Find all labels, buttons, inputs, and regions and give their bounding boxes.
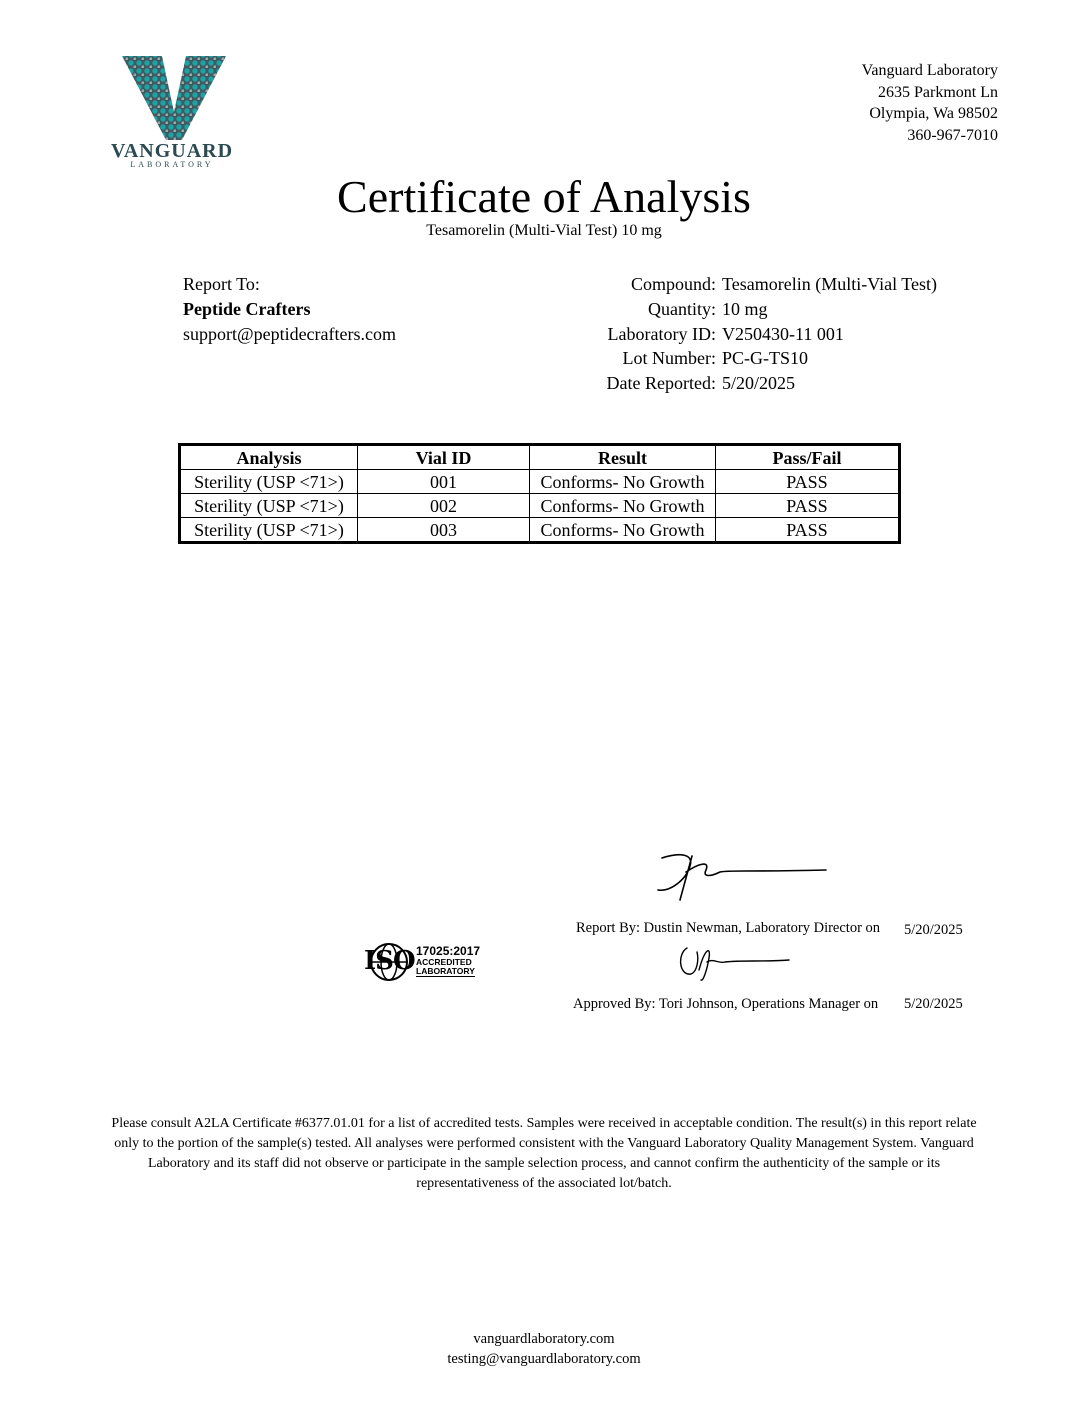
v-mark-icon (104, 52, 244, 142)
report-to-label: Report To: (183, 274, 260, 294)
info-label: Compound: (630, 274, 716, 294)
table-row (180, 470, 900, 494)
approved-by-date: 5/20/2025 (904, 996, 963, 1012)
analysis-cell: Sterility (USP <71>) (180, 470, 358, 494)
info-value: 10 mg (722, 298, 768, 319)
info-row-date-reported (540, 371, 937, 396)
iso-accreditation-badge (364, 940, 492, 984)
result-cell: Conforms- No Growth (530, 494, 716, 518)
info-label: Date Reported: (606, 373, 716, 394)
footer (0, 1330, 1088, 1369)
iso-accredited: ACCREDITED (416, 957, 472, 967)
iso-standard: 17025:2017 (416, 944, 481, 958)
lab-phone: 360-967-7010 (907, 126, 998, 144)
lab-name: Vanguard Laboratory (861, 62, 998, 79)
lab-city: Olympia, Wa 98502 (869, 105, 998, 122)
pass-fail-cell: PASS (716, 470, 900, 494)
info-value: 5/20/2025 (722, 373, 796, 394)
page-subtitle: Tesamorelin (Multi-Vial Test) 10 mg (426, 222, 662, 239)
info-label: Laboratory ID: (607, 323, 716, 344)
info-value: PC-G-TS10 (722, 348, 809, 369)
table-row (180, 518, 900, 543)
manager-signature-icon (673, 940, 793, 984)
info-row-quantity (540, 297, 937, 322)
info-value: Tesamorelin (Multi-Vial Test) (722, 274, 938, 294)
vanguard-logo (104, 52, 244, 172)
iso-mark: ISO (364, 946, 415, 976)
footer-website: vanguardlaboratory.com (473, 1331, 615, 1347)
footer-email: testing@vanguardlaboratory.com (447, 1350, 641, 1367)
client-company: Peptide Crafters (183, 298, 311, 319)
analysis-cell: Sterility (USP <71>) (180, 494, 358, 518)
iso-laboratory: LABORATORY (416, 966, 475, 976)
logo-wordmark: VANGUARD (110, 140, 234, 162)
lab-address (862, 60, 998, 146)
director-signature-icon (650, 848, 830, 904)
info-value: V250430-11 001 (722, 323, 844, 344)
results-table (178, 443, 901, 544)
info-row-lot-number (540, 346, 937, 371)
approved-by-text: Approved By: Tori Johnson, Operations Manager on (573, 996, 879, 1012)
pass-fail-cell: PASS (716, 518, 900, 543)
client-email: support@peptidecrafters.com (183, 323, 397, 344)
result-cell: Conforms- No Growth (530, 518, 716, 543)
iso-accredited-label (416, 958, 475, 977)
column-header: Pass/Fail (716, 445, 900, 470)
info-label: Quantity: (648, 298, 716, 319)
info-label: Lot Number: (622, 348, 716, 369)
vial-id-cell: 001 (358, 470, 530, 494)
vial-id-cell: 002 (358, 494, 530, 518)
report-by-date: 5/20/2025 (904, 922, 963, 938)
page-title: Certificate of Analysis (337, 171, 751, 222)
report-by-text: Report By: Dustin Newman, Laboratory Director on (576, 920, 881, 936)
column-header: Analysis (180, 445, 358, 470)
analysis-cell: Sterility (USP <71>) (180, 518, 358, 543)
sample-info-block (540, 272, 937, 396)
table-row (180, 494, 900, 518)
table-header-row (180, 445, 900, 470)
result-cell: Conforms- No Growth (530, 470, 716, 494)
info-row-compound (540, 272, 937, 297)
vial-id-cell: 003 (358, 518, 530, 543)
column-header: Vial ID (358, 445, 530, 470)
column-header: Result (530, 445, 716, 470)
logo-subtext: LABORATORY (130, 160, 214, 169)
lab-street: 2635 Parkmont Ln (878, 83, 998, 101)
report-to-block (183, 272, 396, 346)
pass-fail-cell: PASS (716, 494, 900, 518)
disclaimer-text: Please consult A2LA Certificate #6377.01.01 for a list of accredited tests. Samples were received in acceptable condition. The result(s) in this report relate only to the portion of the sample(s) tested. All analyses were performed consistent with the Vanguard Laboratory Quality Management System. Vanguard Laboratory and its staff did not observe or participate in the sample selection process, and cannot confirm the authenticity of the sample or its representativeness of the associated lot/batch. (111, 1116, 977, 1191)
info-row-lab-id (540, 322, 937, 347)
